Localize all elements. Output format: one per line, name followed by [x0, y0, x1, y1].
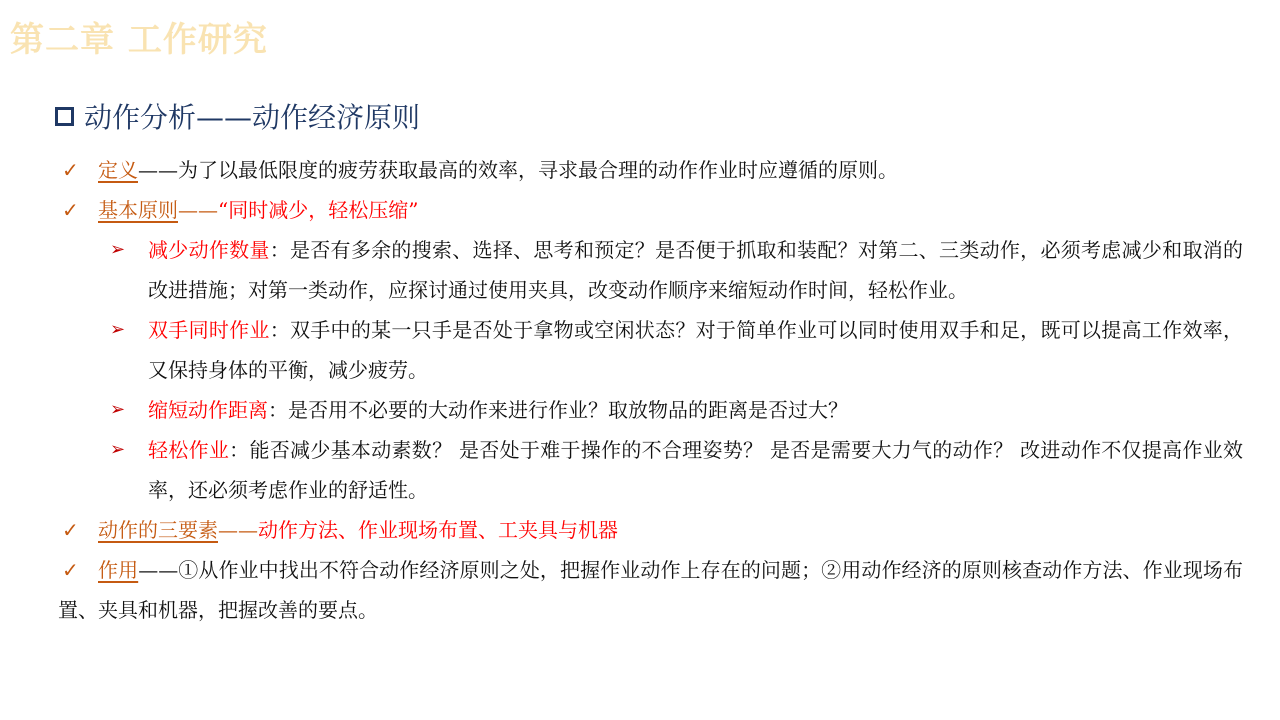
function-text: ①从作业中找出不符合动作经济原则之处，把握作业动作上存在的问题；②用动作经济的原则核查动作方法、作业现场布置、夹具和机器，把握改善的要点。 [58, 558, 1244, 622]
sub-item-text: ：能否减少基本动素数？ 是否处于难于操作的不合理姿势？ 是否是需要大力气的动作？ 改进动作不仅提高作业效率，还必须考虑作业的舒适性。 [148, 438, 1244, 502]
definition-dash: —— [138, 158, 178, 182]
checkmark-icon: ✓ [62, 198, 79, 222]
three-elements-text: 动作方法、作业现场布置、工夹具与机器 [258, 518, 618, 542]
sub-item-both-hands [58, 310, 1243, 390]
definition-text: 为了以最低限度的疲劳获取最高的效率，寻求最合理的动作作业时应遵循的原则。 [178, 158, 898, 182]
sub-item-reduce-motions [58, 230, 1243, 310]
arrow-bullet-icon: ➢ [110, 439, 126, 460]
checkmark-icon: ✓ [62, 558, 79, 582]
list-item-three-elements [58, 510, 1243, 550]
list-item-basic-principle [58, 190, 1243, 230]
basic-principle-label: 基本原则 [98, 198, 178, 222]
section-heading-text: 动作分析——动作经济原则 [84, 101, 421, 134]
chapter-title: 第二章 工作研究 [10, 20, 268, 60]
arrow-bullet-icon: ➢ [110, 239, 126, 260]
sub-item-text: ：双手中的某一只手是否处于拿物或空闲状态？对于简单作业可以同时使用双手和足，既可以提高工作效率，又保持身体的平衡，减少疲劳。 [148, 318, 1244, 382]
sub-item-text: ：是否用不必要的大动作来进行作业？取放物品的距离是否过大？ [268, 398, 848, 422]
checkmark-icon: ✓ [62, 518, 79, 542]
sub-item-easy-work [58, 430, 1243, 510]
checkmark-icon: ✓ [62, 158, 79, 182]
square-bullet-icon [55, 107, 74, 126]
basic-principle-quote: “同时减少，轻松压缩” [218, 198, 419, 222]
list-item-function [58, 550, 1243, 630]
sub-item-label: 轻松作业 [148, 438, 230, 462]
basic-principle-dash: —— [178, 198, 218, 222]
function-dash: —— [138, 558, 179, 582]
content-body [58, 150, 1243, 630]
sub-item-label: 缩短动作距离 [148, 398, 268, 422]
sub-item-label: 减少动作数量 [148, 238, 270, 262]
sub-item-shorten-distance [58, 390, 1243, 430]
three-elements-label: 动作的三要素 [98, 518, 218, 542]
sub-item-label: 双手同时作业 [148, 318, 270, 342]
list-item-definition [58, 150, 1243, 190]
sub-item-text: ：是否有多余的搜索、选择、思考和预定？是否便于抓取和装配？对第二、三类动作，必须考虑减少和取消的改进措施；对第一类动作，应探讨通过使用夹具，改变动作顺序来缩短动作时间，轻松作业。 [148, 238, 1244, 302]
arrow-bullet-icon: ➢ [110, 319, 126, 340]
three-elements-dash: —— [218, 518, 258, 542]
section-heading [55, 96, 420, 136]
function-label: 作用 [98, 558, 139, 582]
arrow-bullet-icon: ➢ [110, 399, 126, 420]
definition-label: 定义 [98, 158, 138, 182]
